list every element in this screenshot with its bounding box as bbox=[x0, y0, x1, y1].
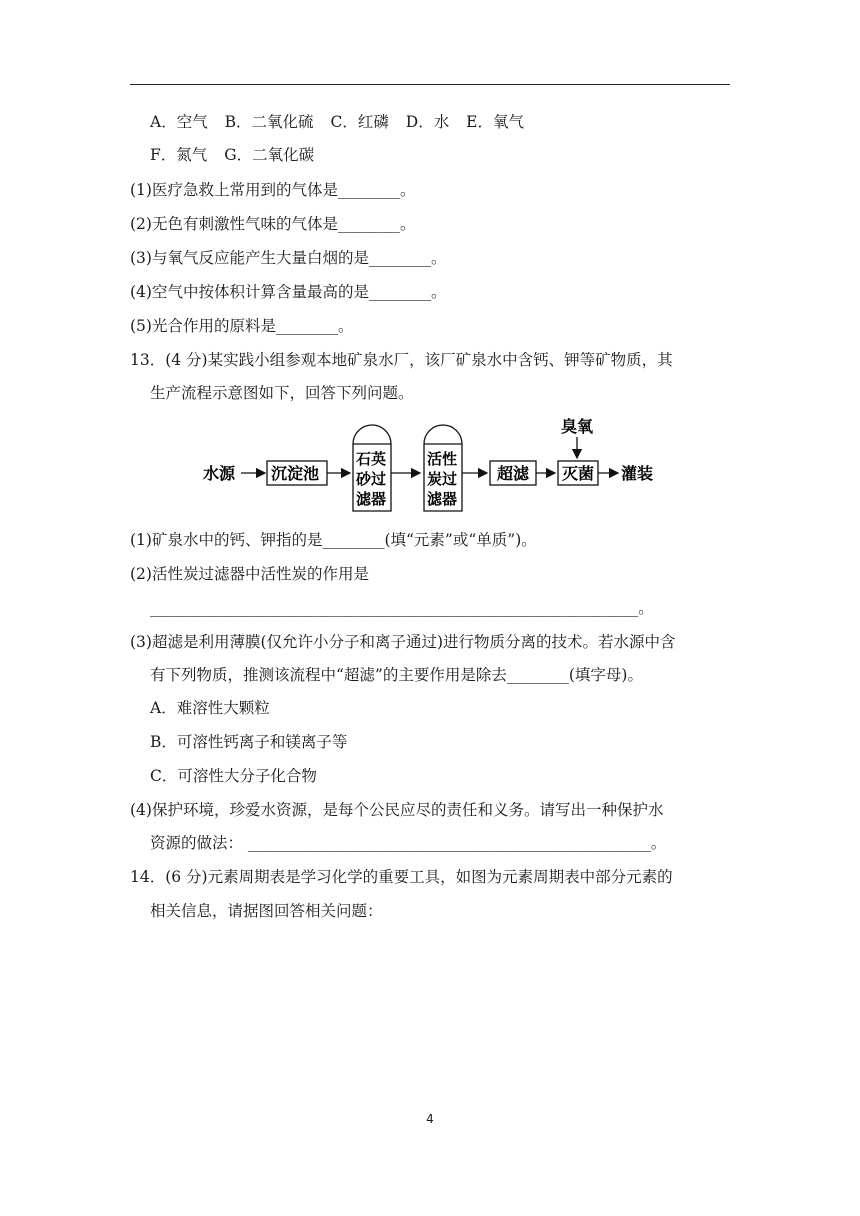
flow-source-label: 水源 bbox=[203, 464, 236, 483]
q13-stem-line-2: 生产流程示意图如下，回答下列问题。 bbox=[150, 384, 414, 402]
flow-step1-label: 沉淀池 bbox=[271, 464, 320, 483]
q13-part-1: (1)矿泉水中的钙、钾指的是________(填“元素”或“单质”)。 bbox=[130, 531, 537, 549]
option-e: E．氧气 bbox=[466, 113, 524, 131]
flow-step2-line3: 滤器 bbox=[356, 490, 387, 508]
q12-item-2: (2)无色有刺激性气味的气体是________。 bbox=[130, 215, 416, 233]
page-number: 4 bbox=[426, 1112, 434, 1126]
q13-stem-line-1: 13．(4 分)某实践小组参观本地矿泉水厂，该厂矿泉水中含钙、钾等矿物质，其 bbox=[130, 351, 673, 369]
flow-step2-line1: 石英 bbox=[356, 450, 387, 468]
flow-step2-line2: 砂过 bbox=[356, 470, 387, 488]
option-f: F．氮气 bbox=[150, 146, 208, 164]
option-b: B．二氧化硫 bbox=[224, 113, 314, 131]
q13-part-3-option-a: A．难溶性大颗粒 bbox=[150, 699, 270, 717]
q13-part-4-line-1: (4)保护环境，珍爱水资源，是每个公民应尽的责任和义务。请写出一种保护水 bbox=[130, 801, 664, 819]
flow-end-label: 灌装 bbox=[621, 464, 654, 483]
flow-step3-line3: 滤器 bbox=[427, 490, 458, 508]
options-line-2 bbox=[150, 144, 326, 166]
q13-part-3-option-c: C．可溶性大分子化合物 bbox=[150, 767, 317, 785]
q12-item-4: (4)空气中按体积计算含量最高的是________。 bbox=[130, 283, 447, 301]
header-rule bbox=[130, 84, 730, 85]
option-g: G．二氧化碳 bbox=[224, 146, 315, 164]
options-line-1 bbox=[150, 111, 536, 133]
q13-part-3-line-1: (3)超滤是利用薄膜(仅允许小分子和离子通过)进行物质分离的技术。若水源中含 bbox=[130, 633, 676, 651]
production-flow-diagram bbox=[195, 408, 665, 520]
q12-item-5: (5)光合作用的原料是________。 bbox=[130, 317, 354, 335]
flow-step3-line1: 活性 bbox=[427, 450, 458, 468]
q13-part-3-line-2: 有下列物质，推测该流程中“超滤”的主要作用是除去________(填字母)。 bbox=[150, 666, 643, 684]
flow-step3-line2: 炭过 bbox=[427, 470, 458, 488]
q13-part-2-answer-line: _______________________________________________________________。 bbox=[150, 599, 654, 617]
q13-part-2-question: (2)活性炭过滤器中活性炭的作用是 bbox=[130, 565, 369, 583]
flow-step5-label: 灭菌 bbox=[562, 464, 595, 483]
q13-part-3-option-b: B．可溶性钙离子和镁离子等 bbox=[150, 733, 348, 751]
q14-stem-line-1: 14．(6 分)元素周期表是学习化学的重要工具，如图为元素周期表中部分元素的 bbox=[130, 868, 673, 886]
q12-item-3: (3)与氧气反应能产生大量白烟的是________。 bbox=[130, 249, 447, 267]
q14-stem-line-2: 相关信息，请据图回答相关问题： bbox=[150, 902, 383, 920]
option-c: C．红磷 bbox=[330, 113, 389, 131]
flow-ozone-label: 臭氧 bbox=[561, 417, 594, 436]
option-a: A．空气 bbox=[150, 113, 208, 131]
q12-item-1: (1)医疗急救上常用到的气体是________。 bbox=[130, 181, 416, 199]
q13-part-4-line-2: 资源的做法： ____________________________________________________。 bbox=[150, 834, 667, 852]
flow-step4-label: 超滤 bbox=[497, 464, 530, 483]
option-d: D．水 bbox=[405, 113, 450, 131]
